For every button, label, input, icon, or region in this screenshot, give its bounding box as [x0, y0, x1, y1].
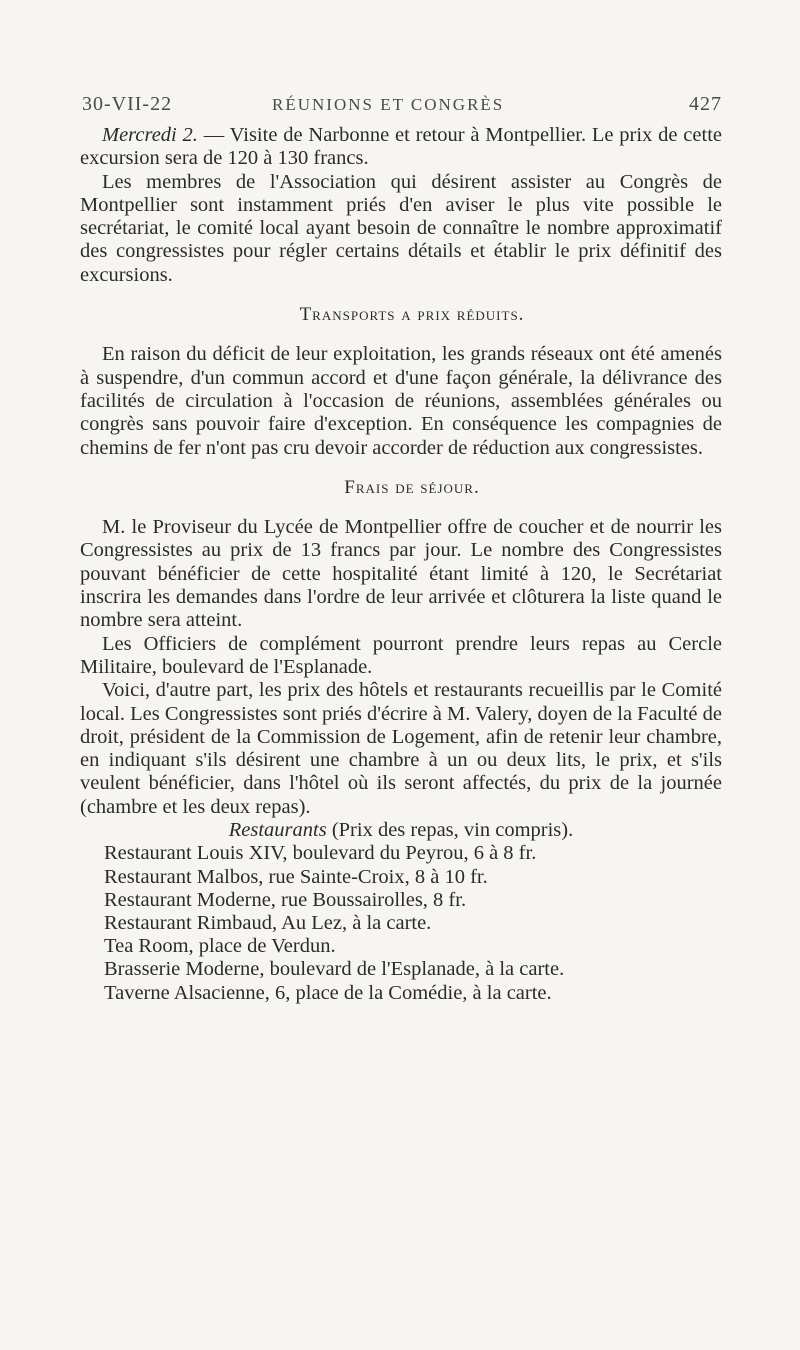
paragraph-lycee: M. le Proviseur du Lycée de Montpellier offre de coucher et de nourrir les Congressistes au prix de 13 francs par jour. Le nombre des Congressistes pouvant bénéficier de cette hospitalité étant limité à 120, le Secrétariat inscrira les demandes dans l'ordre de leur arrivée et clôturera la liste quand le nombre sera atteint.: [80, 516, 722, 632]
list-item: Taverne Alsacienne, 6, place de la Comédie, à la carte.: [104, 981, 552, 1004]
paragraph-hotels: Voici, d'autre part, les prix des hôtels et restaurants recueillis par le Comité local. Les Congressistes sont priés d'écrire à M. Valery, doyen de la Faculté de droit, président de la Commission de Logement, afin de retenir leur chambre, en indiquant s'ils désirent une chambre à un ou deux lits, le prix, et s'ils veulent bénéficier, dans l'hôtel où ils seront affectés, du prix de la journée (chambre et les deux repas).: [80, 679, 722, 818]
paragraph-registration: Les membres de l'Association qui désirent assister au Congrès de Montpellier sont instamment priés d'en aviser le plus vite possible le secrétariat, le comité local ayant besoin de connaître le nombre approximatif des congressistes pour régler certains détails et établir le prix définitif des excursions.: [80, 170, 722, 286]
section-title-frais: Frais de séjour.: [344, 476, 480, 498]
restaurants-heading: [80, 819, 722, 842]
header-date: 30-VII-22: [82, 93, 173, 115]
restaurants-list: [80, 842, 722, 1004]
paragraph-officiers: Les Officiers de complément pourront prendre leurs repas au Cercle Militaire, boulevard de l'Esplanade.: [80, 632, 722, 678]
page-number: 427: [689, 93, 722, 115]
list-item: Restaurant Moderne, rue Boussairolles, 8 fr.: [104, 888, 467, 911]
list-item: Restaurant Rimbaud, Au Lez, à la carte.: [104, 911, 432, 934]
paragraph-wednesday-lead: Mercredi 2.: [102, 124, 198, 146]
list-item: Brasserie Moderne, boulevard de l'Esplanade, à la carte.: [104, 958, 565, 981]
restaurants-heading-note: (Prix des repas, vin compris).: [326, 819, 574, 842]
list-item: Tea Room, place de Verdun.: [104, 935, 336, 958]
document-body: [80, 124, 722, 1005]
restaurants-heading-label: Restaurants: [228, 819, 327, 842]
section-title-transports: Transports a prix réduits.: [299, 304, 525, 326]
list-item: Restaurant Louis XIV, boulevard du Peyrou, 6 à 8 fr.: [104, 842, 537, 865]
running-header: [82, 93, 722, 121]
paragraph-transports: En raison du déficit de leur exploitation, les grands réseaux ont été amenés à suspendre, d'un commun accord et d'une façon générale, la délivrance des facilités de circulation à l'occasion de réunions, assemblées générales ou congrès sans pouvoir faire d'exception. En conséquence les compagnies de chemins de fer n'ont pas cru devoir accorder de réduction aux congressistes.: [80, 343, 722, 459]
paragraph-wednesday-text: — Visite de Narbonne et retour à Montpellier. Le prix de cette excursion sera de 120 à 130 francs.: [80, 124, 722, 170]
paragraph-wednesday: [80, 124, 722, 171]
header-title: RÉUNIONS ET CONGRÈS: [272, 95, 505, 114]
list-item: Restaurant Malbos, rue Sainte-Croix, 8 à 10 fr.: [104, 865, 488, 888]
